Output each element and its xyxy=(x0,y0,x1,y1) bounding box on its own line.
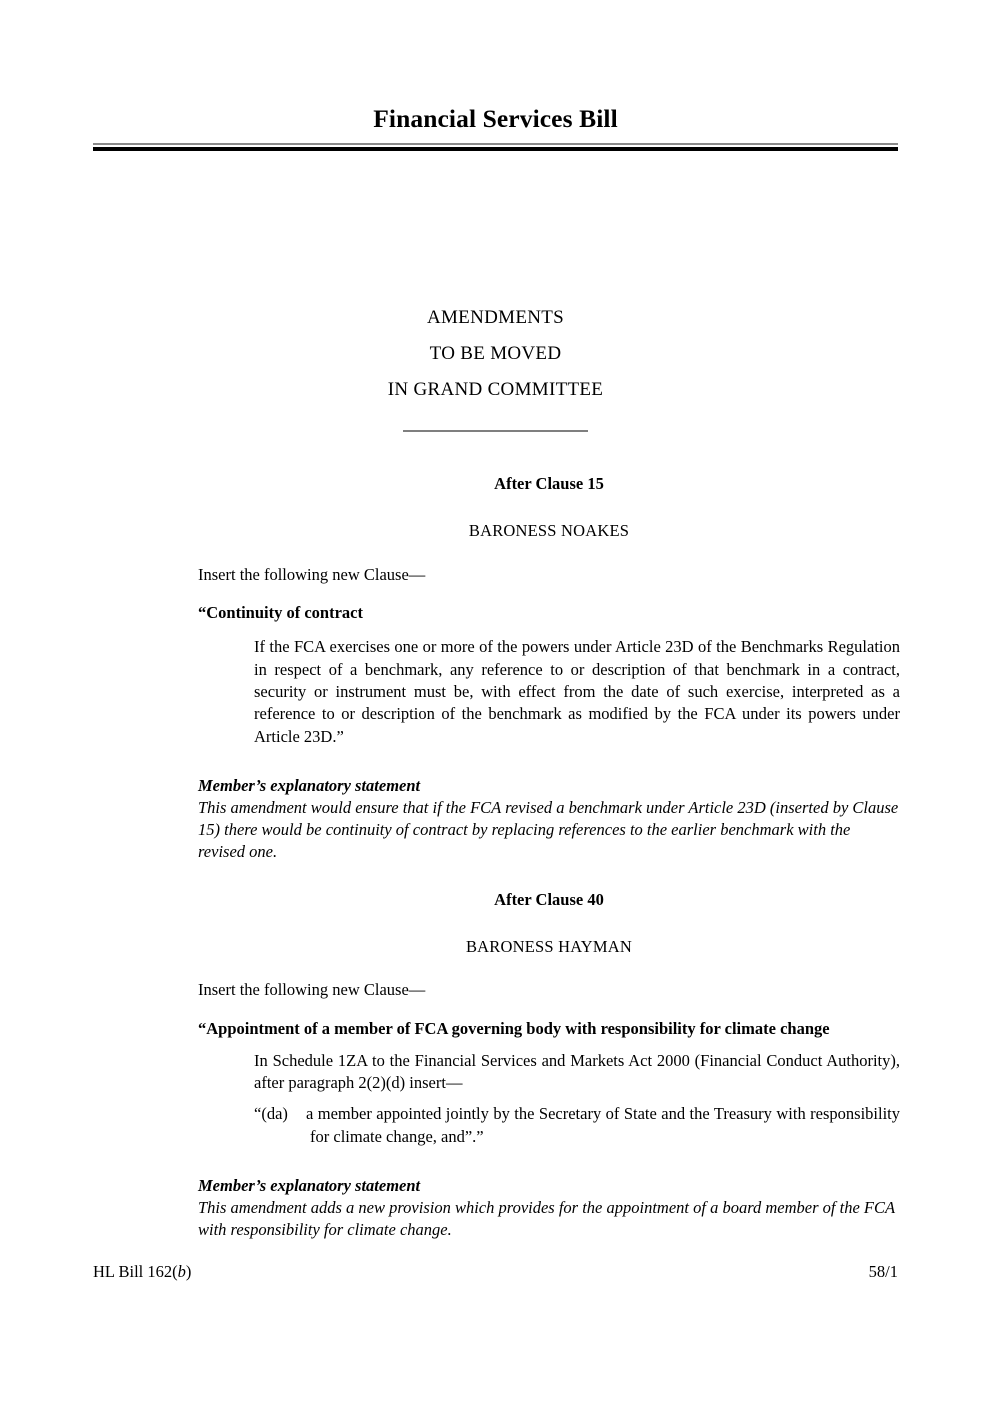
masthead xyxy=(93,104,898,151)
explanatory-statement-heading: Member’s explanatory statement xyxy=(198,776,421,796)
new-clause-title: “Appointment of a member of FCA governing body with responsibility for climate change xyxy=(198,1018,830,1038)
new-clause-title: “Continuity of contract xyxy=(198,603,363,623)
page-title: Financial Services Bill xyxy=(373,104,618,133)
explanatory-statement-text: This amendment would ensure that if the FCA revised a benchmark under Article 23D (inserted by Clause 15) there would be continuity of contract by replacing references to the earlier benchmark with the revised one. xyxy=(198,797,899,861)
amendment-block xyxy=(198,473,900,863)
amendment-block xyxy=(198,889,900,1241)
page-number: 58/1 xyxy=(868,1262,898,1281)
amendment-mover: BARONESS NOAKES xyxy=(468,521,630,541)
insert-instruction: Insert the following new Clause— xyxy=(198,564,426,584)
explanatory-statement xyxy=(198,775,900,862)
explanatory-statement xyxy=(198,1175,900,1240)
sub-paragraph-text: a member appointed jointly by the Secretary of State and the Treasury with responsibility for climate change, and”.” xyxy=(306,1104,900,1146)
bill-reference-prefix: HL Bill 162( xyxy=(93,1262,178,1281)
heading-line-in-grand-committee: IN GRAND COMMITTEE xyxy=(387,379,604,400)
new-clause-text: If the FCA exercises one or more of the powers under Article 23D of the Benchmarks Regulation in respect of a benchmark, any reference to or description of that benchmark in a contract, security or instrument must be, with effect from the date of such exercise, interpreted as a reference to or description of the benchmark as modified by the FCA under its powers under Article 23D.” xyxy=(254,637,900,746)
rule-thick xyxy=(93,147,898,151)
sub-paragraph xyxy=(254,1103,900,1148)
masthead-double-rule xyxy=(93,143,898,151)
heading-line-to-be-moved: TO BE MOVED xyxy=(429,343,562,364)
page-footer xyxy=(93,1262,898,1282)
bill-reference-letter: b xyxy=(177,1262,186,1281)
explanatory-statement-heading: Member’s explanatory statement xyxy=(198,1176,421,1196)
amendment-mover: BARONESS HAYMAN xyxy=(465,936,633,956)
heading-divider-rule xyxy=(403,430,588,432)
insert-instruction: Insert the following new Clause— xyxy=(198,980,426,1000)
bill-reference xyxy=(93,1262,191,1282)
amendments-heading xyxy=(93,300,898,432)
section-spacer xyxy=(198,863,900,889)
explanatory-statement-text: This amendment adds a new provision which provides for the appointment of a board member of the FCA with responsibility for climate change. xyxy=(198,1197,895,1239)
sub-paragraph-label: “(da) xyxy=(254,1104,288,1124)
heading-line-amendments: AMENDMENTS xyxy=(426,307,565,328)
new-clause-text: In Schedule 1ZA to the Financial Services and Markets Act 2000 (Financial Conduct Authority), after paragraph 2(2)(d) insert— xyxy=(254,1050,900,1093)
clause-marker: After Clause 40 xyxy=(494,889,604,909)
bill-reference-suffix: ) xyxy=(185,1262,192,1281)
amendments-body xyxy=(198,473,900,1241)
clause-marker: After Clause 15 xyxy=(494,474,604,493)
